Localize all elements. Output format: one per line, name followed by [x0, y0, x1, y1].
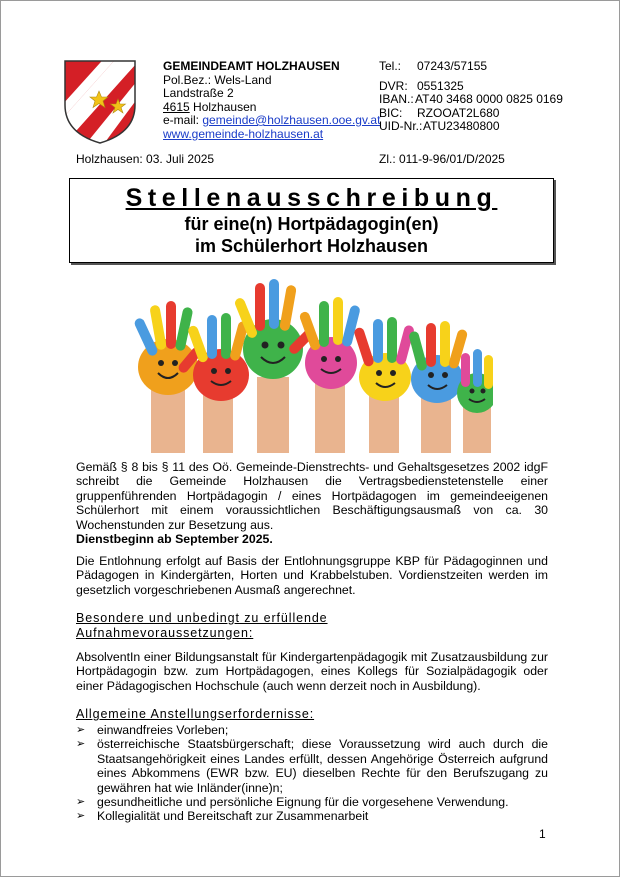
- intro-text: Gemäß § 8 bis § 11 des Oö. Gemeinde-Dienstrechts- und Gehaltsgesetzes 2002 idgF schreibt die Gemeinde Holzhausen die Vertragsbedienstetenstelle einer gruppenführenden Hortpädagogin / eines Hortpädagogen im gemeindeeigenen Schülerhort mit einem voraussichtlichen Beschäftigungsausmaß von ca. 30 Wochenstunden zur Besetzung aus.: [76, 460, 548, 532]
- coat-of-arms-icon: [63, 59, 137, 145]
- list-item-text: einwandfreies Vorleben;: [97, 723, 229, 737]
- street: Landstraße 2: [163, 86, 234, 100]
- requirements-paragraph: [76, 650, 548, 693]
- list-item: [76, 737, 548, 795]
- postcode-town: [163, 101, 380, 115]
- iban-row: [379, 92, 563, 107]
- general-requirements-list: [76, 723, 548, 824]
- uid-label: UID-Nr.:: [379, 119, 423, 133]
- title-box: [69, 178, 554, 263]
- dvr-value: 0551325: [417, 78, 464, 93]
- iban-value: AT40 3468 0000 0825 0169: [415, 92, 563, 106]
- arrow-bullet-icon: ➢: [76, 738, 86, 751]
- title-line-3: im Schülerhort Holzhausen: [194, 236, 429, 256]
- website-line: [163, 128, 380, 142]
- requirements-text: AbsolventIn einer Bildungsanstalt für Kindergartenpädagogik mit Zusatzausbildung zur Hortpädagogin bzw. zum Hortpädagogen, eines Kollegs für Sozialpädagogik oder einer Pädagogischen Hochschule (auch wenn derzeit noch in Ausbildung).: [76, 650, 548, 693]
- uid-row: [379, 119, 500, 134]
- page-number: 1: [539, 827, 546, 841]
- place-date: Holzhausen: 03. Juli 2025: [76, 152, 215, 166]
- section-requirements-heading: [76, 611, 328, 641]
- section-requirements-heading-line-1: Besondere und unbedingt zu erfüllende: [76, 611, 328, 625]
- tel-row: [379, 59, 488, 74]
- section-general-heading: Allgemeine Anstellungserfordernisse:: [76, 707, 315, 721]
- dvr-row: [379, 78, 464, 94]
- list-item: [76, 809, 548, 823]
- email-label: e-mail:: [163, 113, 203, 127]
- district: Pol.Bez.: Wels-Land: [163, 72, 272, 87]
- list-item-text: Kollegialität und Bereitschaft zur Zusammenarbeit: [97, 809, 369, 824]
- sender-address: [163, 60, 380, 141]
- list-item-text: österreichische Staatsbürgerschaft; diese Voraussetzung wird auch durch die Staatsangehörigkeit eines Landes erfüllt, dessen Angehörige Österreich aufgrund eines Abkommens (EWR bzw. EU) dieselben Rechte für den Berufszugang zu gewähren hat wie Inländer(inne)n;: [97, 737, 548, 795]
- bic-row: [379, 105, 500, 121]
- arrow-bullet-icon: ➢: [76, 724, 86, 736]
- salary-text: Die Entlohnung erfolgt auf Basis der Entlohnungsgruppe KBP für Pädagoginnen und Pädagogen in Kindergärten, Horten und Krabbelstuben. Vordienstzeiten werden im gesetzlich vorgeschriebenen Ausmaß angerechnet.: [76, 554, 548, 597]
- contact-details: [379, 59, 563, 134]
- painted-hands-image: [133, 267, 493, 453]
- office-name: GEMEINDEAMT HOLZHAUSEN: [163, 59, 340, 73]
- arrow-bullet-icon: ➢: [76, 796, 86, 809]
- email-line: [163, 114, 380, 128]
- email-link[interactable]: gemeinde@holzhausen.ooe.gv.at: [202, 113, 381, 127]
- list-item: [76, 723, 548, 737]
- salary-paragraph: [76, 554, 548, 597]
- list-item-text: gesundheitliche und persönliche Eignung für die vorgesehene Verwendung.: [97, 795, 509, 810]
- bic-label: BIC:: [379, 105, 403, 120]
- tel-label: Tel.:: [379, 59, 402, 73]
- uid-value: ATU23480800: [423, 119, 500, 133]
- page-title: Stellenausschreibung: [125, 184, 498, 212]
- town: Holzhausen: [189, 99, 257, 114]
- reference-number: Zl.: 011-9-96/01/D/2025: [379, 152, 505, 166]
- arrow-bullet-icon: ➢: [76, 810, 86, 823]
- iban-label: IBAN.:: [379, 92, 414, 106]
- list-item: [76, 795, 548, 809]
- intro-paragraph: [76, 460, 548, 546]
- postcode: 4615: [163, 99, 190, 114]
- title-line-2: für eine(n) Hortpädagogin(en): [184, 214, 439, 234]
- start-date: Dienstbeginn ab September 2025.: [76, 532, 273, 547]
- section-requirements-heading-line-2: Aufnahmevoraussetzungen:: [76, 626, 254, 640]
- dvr-label: DVR:: [379, 78, 408, 93]
- website-link[interactable]: www.gemeinde-holzhausen.at: [163, 126, 324, 141]
- tel-value: 07243/57155: [417, 59, 488, 73]
- bic-value: RZOOAT2L680: [417, 105, 500, 120]
